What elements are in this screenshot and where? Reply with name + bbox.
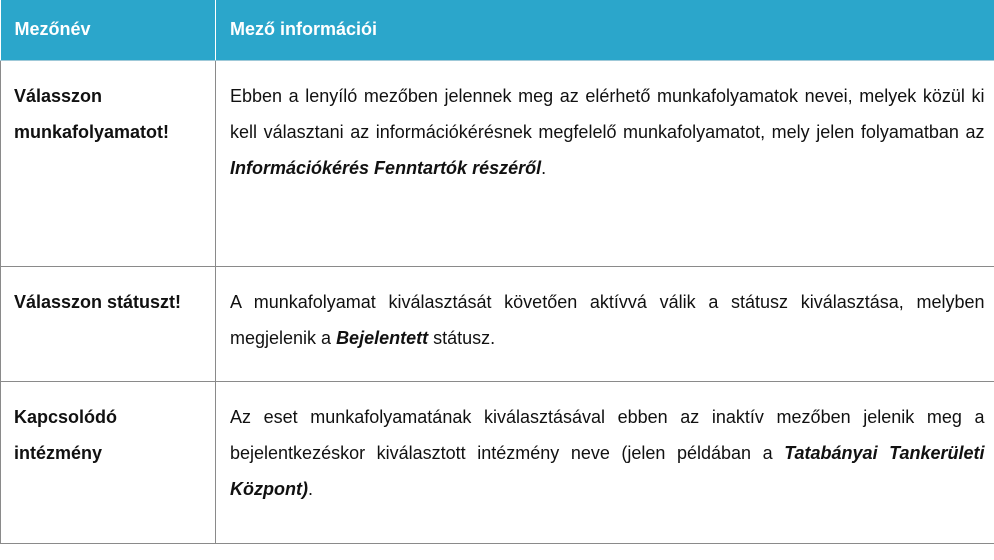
- info-text: Ebben a lenyíló mezőben jelennek meg az elérhető munkafolyamatok nevei, melyek közül ki kell választani az információkérésnek megfelelő munkafolyamatot, mely jelen folyamatban az: [230, 85, 985, 142]
- row-field-info: [216, 381, 994, 543]
- row-field-info: [216, 266, 994, 381]
- table-header-row: [1, 0, 994, 60]
- row-field-name: Válasszon státuszt!: [1, 266, 216, 381]
- row-field-name: Válasszon munkafolyamatot!: [1, 60, 216, 266]
- row-field-name: Kapcsolódó intézmény: [1, 381, 216, 543]
- table-row: [1, 60, 994, 266]
- header-field-name: Mezőnév: [1, 0, 216, 60]
- table-row: [1, 266, 994, 381]
- info-text-end: .: [541, 157, 547, 178]
- info-emphasis: Tatabányai Tankerületi Központ): [230, 442, 985, 499]
- row-field-info: [216, 60, 994, 266]
- header-field-info: Mező információi: [216, 0, 994, 60]
- info-text: Az eset munkafolyamatának kiválasztásával ebben az inaktív mezőben jelenik meg a bejelentkezéskor kiválasztott intézmény neve (jelen példában a: [230, 406, 985, 463]
- info-emphasis: Információkérés Fenntartók részéről: [230, 157, 542, 178]
- table-row: [1, 381, 994, 543]
- info-text: A munkafolyamat kiválasztását követően aktívvá válik a státusz kiválasztása, melyben megjelenik a: [230, 291, 985, 348]
- info-text-end: státusz.: [428, 327, 496, 348]
- info-text-end: .: [307, 478, 313, 499]
- info-emphasis: Bejelentett: [336, 327, 429, 348]
